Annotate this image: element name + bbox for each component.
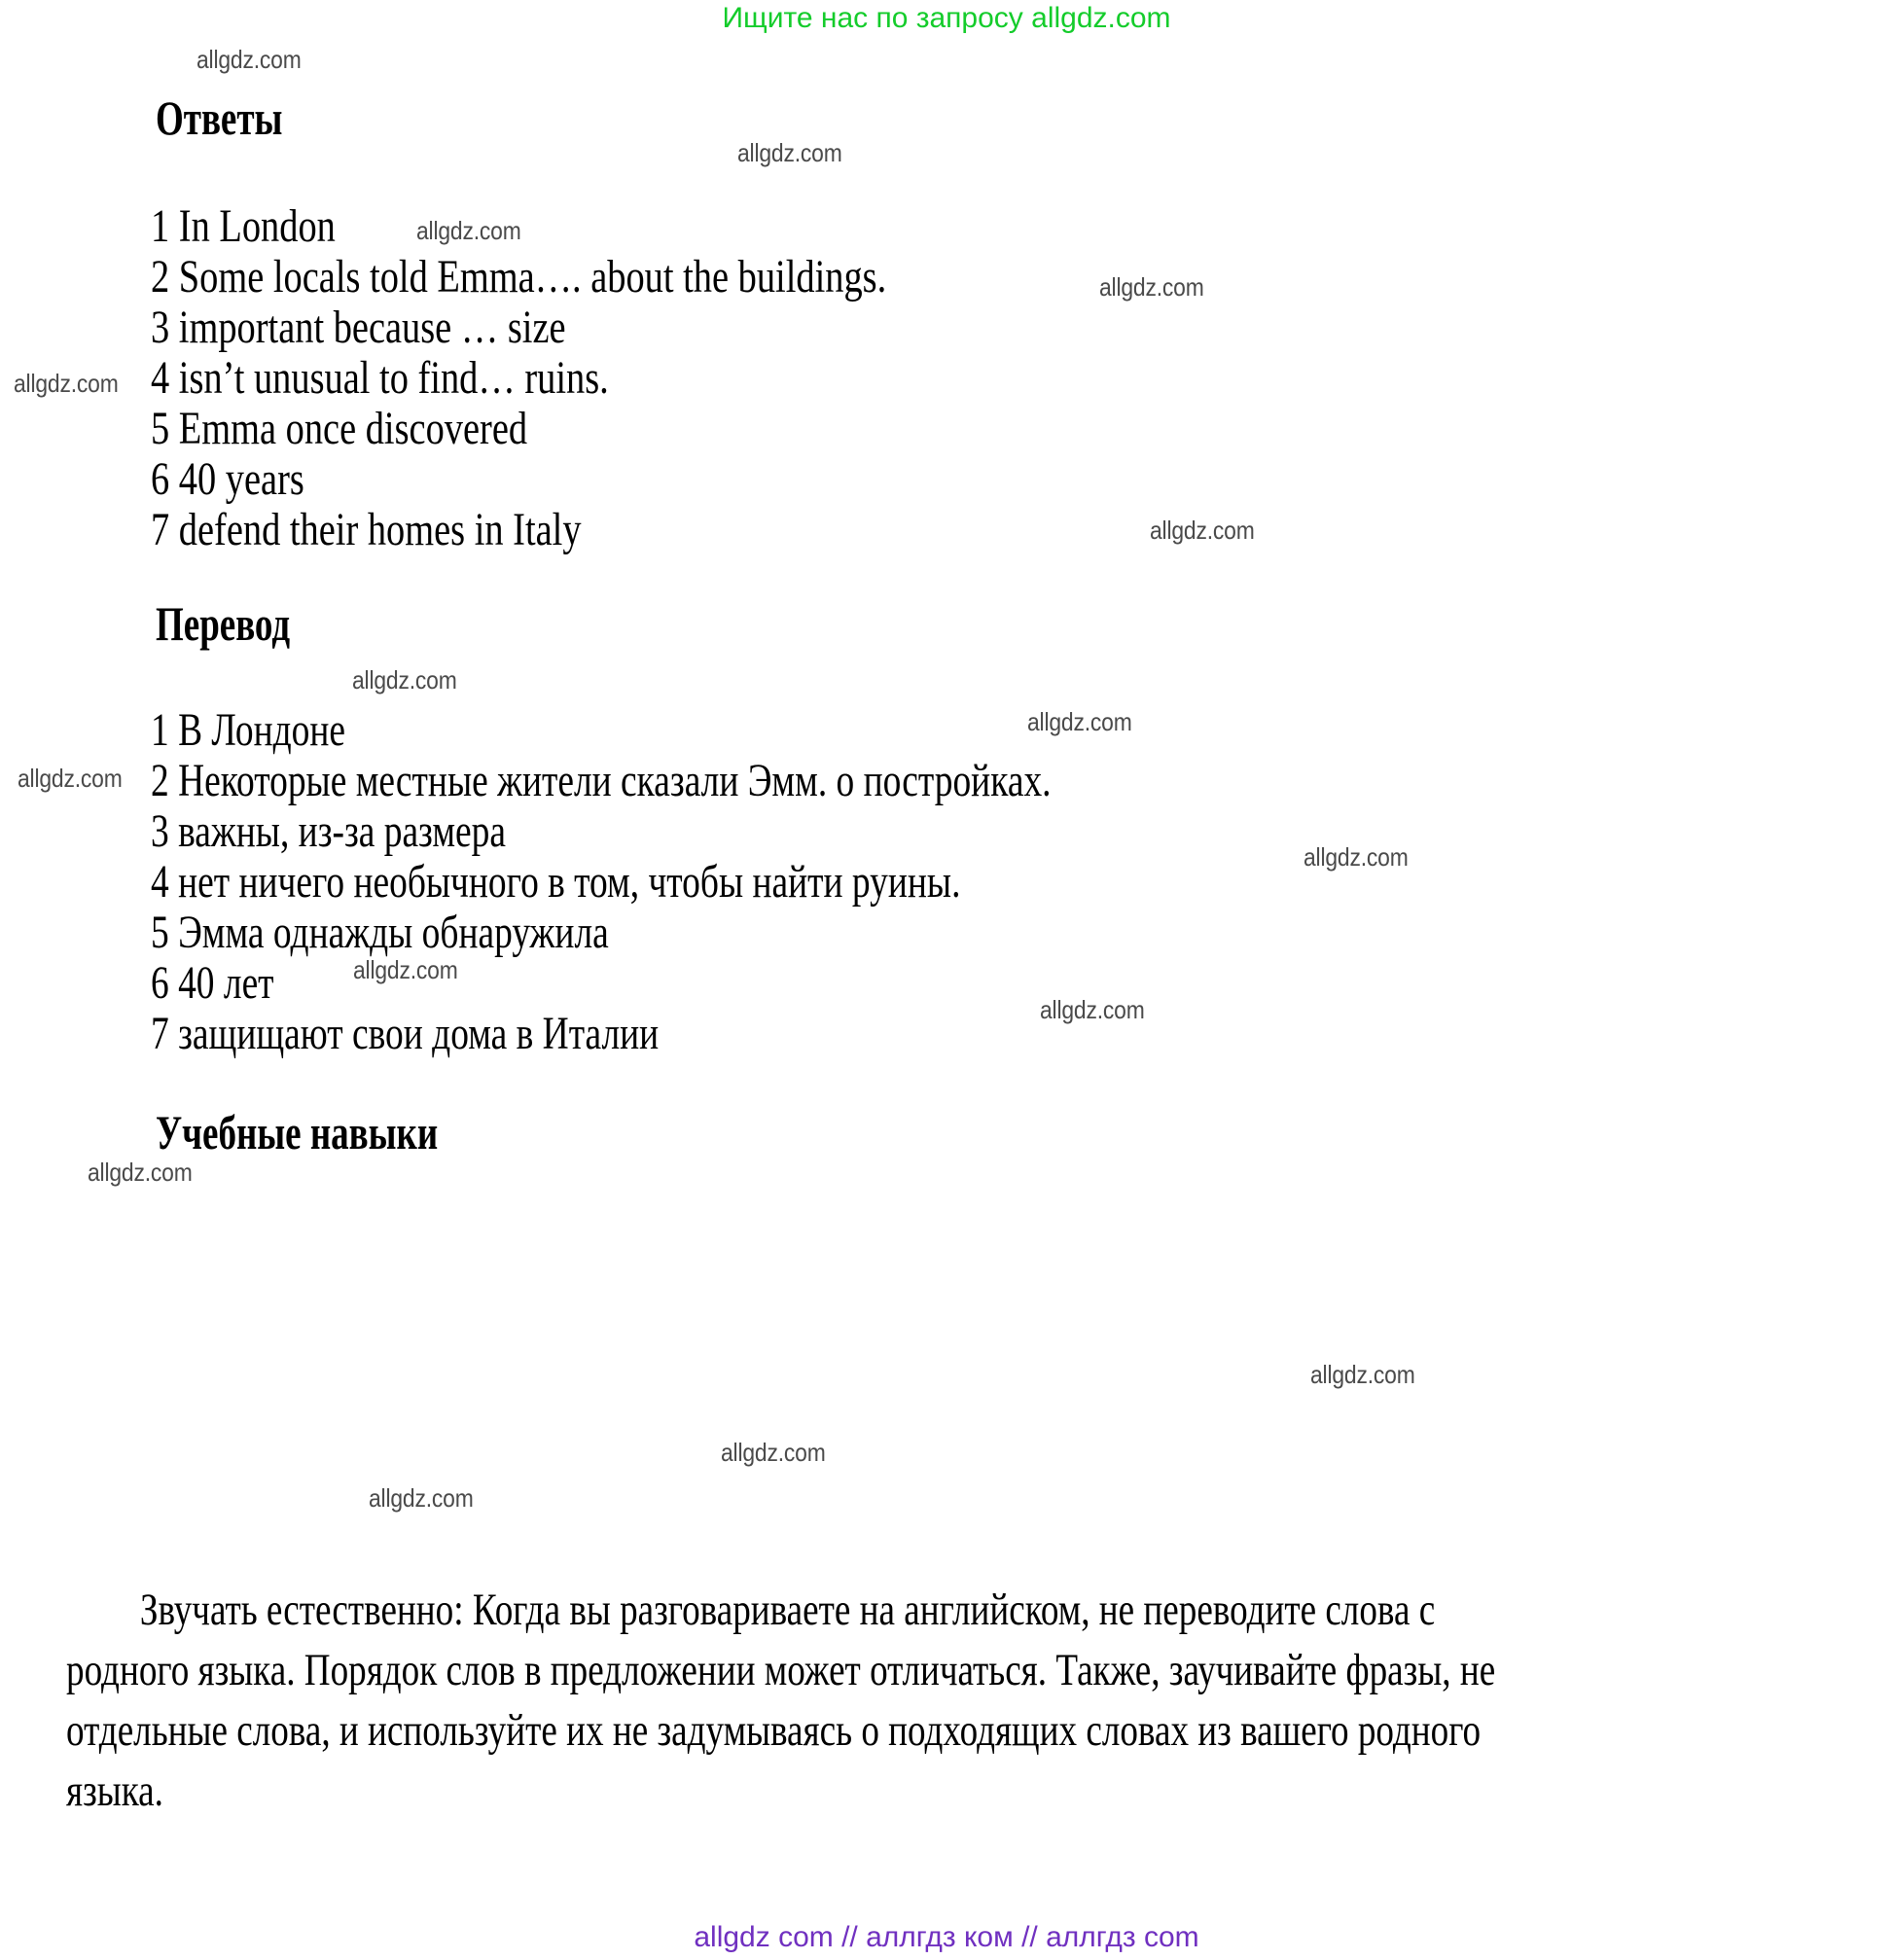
- site-footer: allgdz com // аллгдз ком // аллгдз com: [694, 1921, 1199, 1953]
- answers-heading: Ответы: [156, 90, 283, 145]
- answer-line: 6 40 years: [151, 453, 304, 505]
- watermark-text: allgdz.com: [1304, 842, 1409, 872]
- answer-line: 7 defend their homes in Italy: [151, 504, 582, 555]
- translation-line: 6 40 лет: [151, 957, 274, 1009]
- answer-line: 3 important because … size: [151, 302, 566, 353]
- translation-line: 2 Некоторые местные жители сказали Эмм. о постройках.: [151, 755, 1052, 806]
- watermark-text: allgdz.com: [737, 138, 842, 167]
- translation-line: 7 защищают свои дома в Италии: [151, 1008, 660, 1059]
- answer-line: 2 Some locals told Emma…. about the buildings.: [151, 251, 887, 303]
- watermark-text: allgdz.com: [352, 665, 457, 695]
- answer-line: 1 In London: [151, 200, 336, 252]
- answer-line: 4 isn’t unusual to find… ruins.: [151, 352, 609, 404]
- watermark-text: allgdz.com: [416, 216, 521, 245]
- answer-line: 5 Emma once discovered: [151, 403, 528, 454]
- watermark-text: allgdz.com: [88, 1158, 193, 1187]
- translation-line: 4 нет ничего необычного в том, чтобы найти руины.: [151, 856, 961, 908]
- watermark-text: allgdz.com: [1099, 272, 1204, 302]
- watermark-text: allgdz.com: [1310, 1360, 1415, 1389]
- watermark-text: allgdz.com: [721, 1438, 826, 1467]
- translation-line: 5 Эмма однажды обнаружила: [151, 907, 609, 958]
- study-skills-paragraph: Звучать естественно: Когда вы разговариваете на английском, не переводите слова с родного языка. Порядок слов в предложении может отличаться. Также, заучивайте фразы, не отдельные слова, и используйте их не задумываясь о подходящих словах из вашего родного языка.: [66, 1585, 1496, 1816]
- watermark-text: allgdz.com: [1027, 707, 1132, 736]
- watermark-text: allgdz.com: [1150, 516, 1255, 545]
- translation-line: 1 В Лондоне: [151, 704, 346, 756]
- translation-line: 3 важны, из-за размера: [151, 805, 506, 857]
- promo-banner: Ищите нас по запросу allgdz.com: [722, 2, 1171, 34]
- watermark-text: allgdz.com: [14, 369, 119, 398]
- watermark-text: allgdz.com: [1040, 995, 1145, 1024]
- watermark-text: allgdz.com: [353, 955, 458, 984]
- watermark-text: allgdz.com: [18, 764, 123, 793]
- watermark-text: allgdz.com: [196, 45, 302, 74]
- watermark-text: allgdz.com: [369, 1483, 474, 1513]
- translation-heading: Перевод: [156, 596, 291, 651]
- study-skills-heading: Учебные навыки: [156, 1105, 439, 1159]
